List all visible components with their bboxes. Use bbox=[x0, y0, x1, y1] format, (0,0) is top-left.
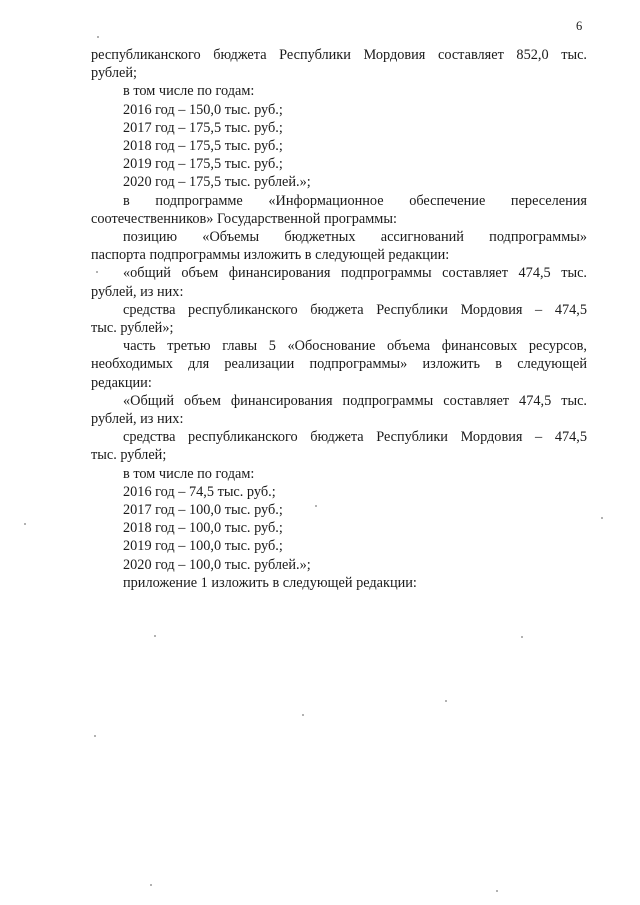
text-line: в том числе по годам: bbox=[123, 83, 255, 100]
text-line: 2019 год – 100,0 тыс. руб.; bbox=[123, 538, 283, 555]
text-line: тыс. рублей; bbox=[91, 447, 167, 464]
text-line: средства республиканского бюджета Республики Мордовия – 474,5 bbox=[123, 429, 587, 446]
text-line: 2020 год – 175,5 тыс. рублей.»; bbox=[123, 174, 311, 191]
text-line: 2017 год – 175,5 тыс. руб.; bbox=[123, 119, 283, 136]
text-line: «Общий объем финансирования подпрограммы составляет 474,5 тыс. bbox=[123, 392, 587, 409]
scan-speck bbox=[496, 890, 498, 892]
text-line: 2018 год – 100,0 тыс. руб.; bbox=[123, 520, 283, 537]
text-line: в подпрограмме «Информационное обеспечение переселения bbox=[123, 192, 587, 209]
scan-speck bbox=[97, 36, 99, 38]
scan-speck bbox=[94, 735, 96, 737]
text-line: рублей; bbox=[91, 65, 137, 82]
text-line: редакции: bbox=[91, 374, 152, 391]
scan-speck bbox=[96, 271, 98, 273]
scan-speck bbox=[154, 635, 156, 637]
text-line: «общий объем финансирования подпрограммы составляет 474,5 тыс. bbox=[123, 265, 587, 282]
scan-speck bbox=[150, 884, 152, 886]
text-line: 2019 год – 175,5 тыс. руб.; bbox=[123, 156, 283, 173]
document-body bbox=[91, 46, 587, 592]
text-line: тыс. рублей»; bbox=[91, 320, 174, 337]
text-line: 2017 год – 100,0 тыс. руб.; bbox=[123, 502, 283, 519]
text-line: 2016 год – 74,5 тыс. руб.; bbox=[123, 483, 276, 500]
text-line: средства республиканского бюджета Республики Мордовия – 474,5 bbox=[123, 301, 587, 318]
text-line: приложение 1 изложить в следующей редакции: bbox=[123, 574, 417, 591]
text-line: паспорта подпрограммы изложить в следующей редакции: bbox=[91, 247, 450, 264]
scan-speck bbox=[24, 523, 26, 525]
text-line: 2018 год – 175,5 тыс. руб.; bbox=[123, 138, 283, 155]
scan-speck bbox=[601, 517, 603, 519]
text-line: 2020 год – 100,0 тыс. рублей.»; bbox=[123, 556, 311, 573]
text-line: 2016 год – 150,0 тыс. руб.; bbox=[123, 101, 283, 118]
page-number: 6 bbox=[576, 19, 583, 33]
text-line: республиканского бюджета Республики Мордовия составляет 852,0 тыс. bbox=[91, 47, 587, 63]
scan-speck bbox=[521, 636, 523, 638]
text-line: необходимых для реализации подпрограммы» изложить в следующей bbox=[91, 356, 587, 373]
text-line: в том числе по годам: bbox=[123, 465, 255, 482]
text-line: позицию «Объемы бюджетных ассигнований подпрограммы» bbox=[123, 229, 587, 246]
text-line: рублей, из них: bbox=[91, 283, 184, 300]
scan-speck bbox=[315, 505, 317, 507]
scan-speck bbox=[302, 714, 304, 716]
text-line: часть третью главы 5 «Обоснование объема финансовых ресурсов, bbox=[123, 338, 587, 355]
text-line: соотечественников» Государственной программы: bbox=[91, 210, 397, 227]
text-line: рублей, из них: bbox=[91, 411, 184, 428]
scan-speck bbox=[445, 700, 447, 702]
